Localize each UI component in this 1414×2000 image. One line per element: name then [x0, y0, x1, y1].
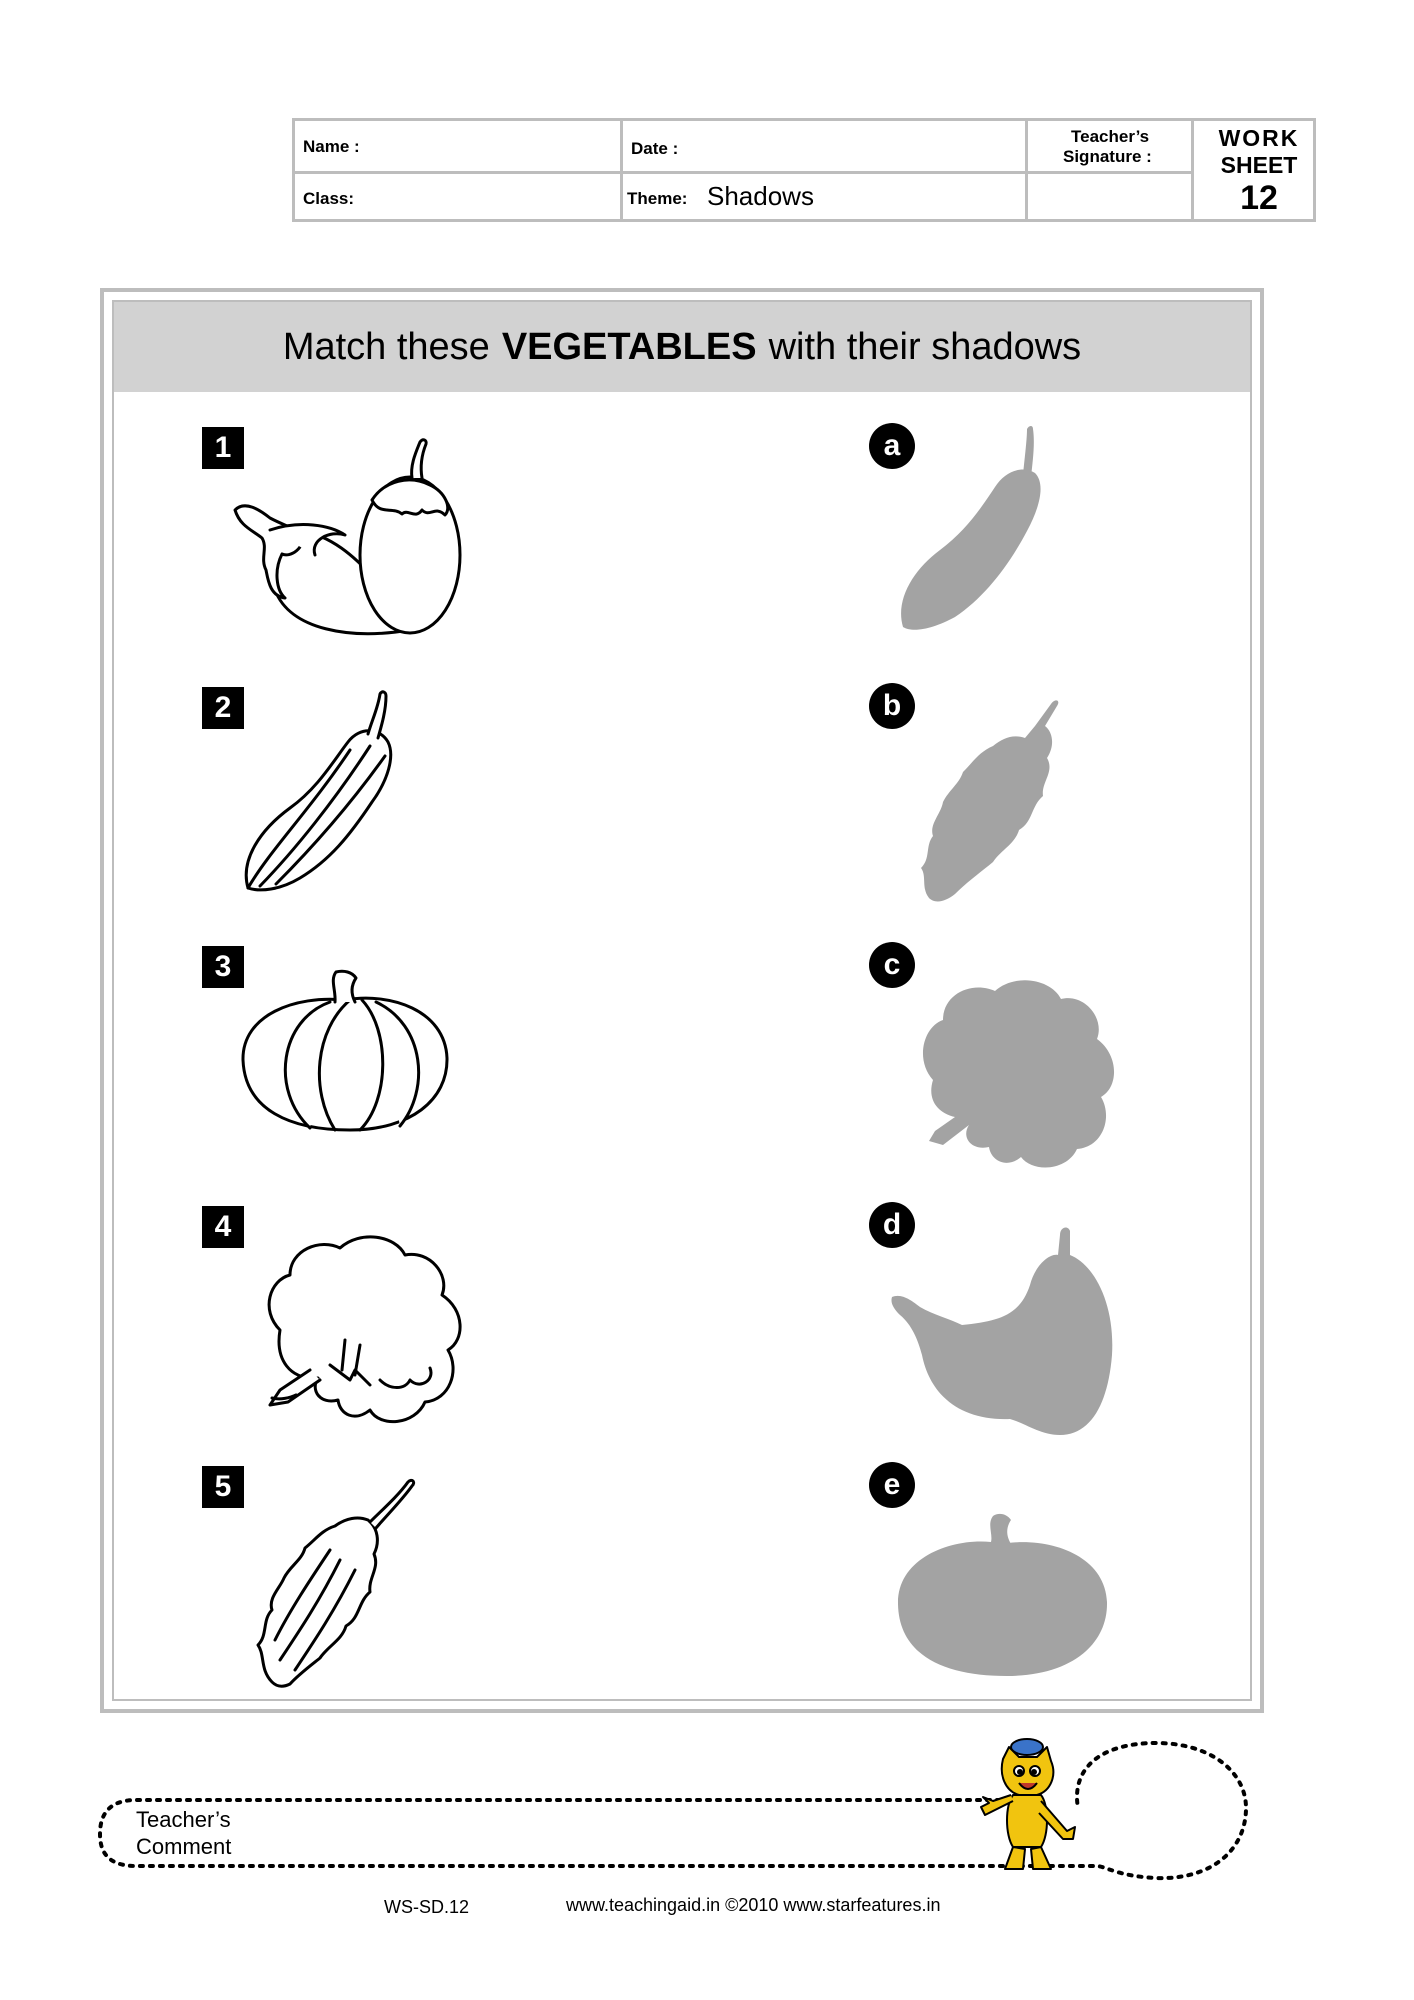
cauliflower-icon [260, 1230, 470, 1430]
pumpkin-shadow-icon [895, 1510, 1110, 1680]
credits-text: www.teachingaid.in ©2010 www.starfeatures.in [566, 1895, 941, 1915]
brinjal-shadow-icon [890, 1225, 1130, 1440]
comment-line: Comment [136, 1834, 232, 1859]
signature-label: Teacher’s [1071, 127, 1150, 146]
shadow-letter-c: c [869, 942, 915, 988]
brinjal-icon [230, 430, 470, 650]
bottle-gourd-icon [240, 690, 420, 900]
worksheet-word: WORK [1218, 125, 1300, 151]
date-label: Date : [631, 139, 679, 158]
shadow-letter-e: e [869, 1462, 915, 1508]
worksheet-header-table [292, 118, 1316, 222]
shadow-letter-d: d [869, 1202, 915, 1248]
theme-label: Theme: [627, 189, 688, 208]
item-number-4: 4 [202, 1206, 244, 1248]
title-bold: VEGETABLES [501, 325, 757, 368]
bitter-gourd-icon [250, 1470, 430, 1690]
item-number-5: 5 [202, 1466, 244, 1508]
cat-mascot-icon [975, 1735, 1085, 1875]
instruction-title [114, 302, 1250, 392]
title-suffix: with their shadows [768, 325, 1082, 368]
pumpkin-icon [240, 970, 450, 1135]
comment-line: Teacher’s [136, 1807, 231, 1832]
class-label: Class: [303, 189, 355, 208]
title-prefix: Match these [282, 325, 490, 368]
name-label: Name : [303, 137, 360, 156]
header-divider [1191, 121, 1194, 219]
shadow-letter-a: a [869, 423, 915, 469]
teachers-comment-label [136, 1806, 231, 1860]
shadow-letter-b: b [869, 683, 915, 729]
item-number-2: 2 [202, 687, 244, 729]
header-divider [1025, 121, 1028, 219]
header-divider [295, 171, 1191, 174]
worksheet-word: SHEET [1220, 152, 1298, 178]
worksheet-number: 12 [1240, 179, 1278, 217]
item-number-3: 3 [202, 946, 244, 988]
cauliflower-shadow-icon [915, 975, 1115, 1175]
worksheet-code: WS-SD.12 [384, 1897, 470, 1917]
item-number-1: 1 [202, 427, 244, 469]
signature-label: Signature : [1063, 147, 1152, 166]
bottle-gourd-shadow-icon [895, 425, 1075, 635]
theme-value: Shadows [707, 181, 814, 211]
header-divider [620, 121, 623, 219]
bitter-gourd-shadow-icon [915, 690, 1085, 905]
